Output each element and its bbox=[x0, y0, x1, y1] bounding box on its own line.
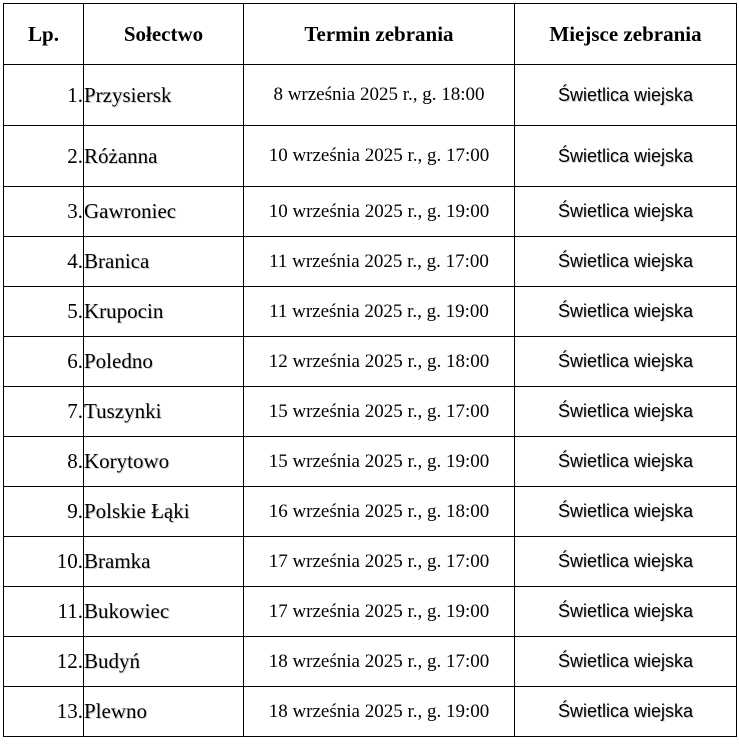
meeting-place: Świetlica wiejska bbox=[515, 437, 737, 487]
table-row bbox=[4, 65, 737, 126]
table-row bbox=[4, 337, 737, 387]
meeting-place: Świetlica wiejska bbox=[515, 687, 737, 737]
meeting-date: 15 września 2025 r., g. 19:00 bbox=[244, 437, 515, 487]
meeting-date: 8 września 2025 r., g. 18:00 bbox=[244, 65, 515, 126]
meeting-date: 17 września 2025 r., g. 19:00 bbox=[244, 587, 515, 637]
meeting-date: 11 września 2025 r., g. 17:00 bbox=[244, 237, 515, 287]
table-row bbox=[4, 687, 737, 737]
row-number: 4. bbox=[4, 237, 84, 287]
meeting-place: Świetlica wiejska bbox=[515, 487, 737, 537]
row-number: 6. bbox=[4, 337, 84, 387]
solectwo-name: Krupocin bbox=[84, 287, 244, 337]
table-row bbox=[4, 437, 737, 487]
solectwo-name: Polskie Łąki bbox=[84, 487, 244, 537]
table-row bbox=[4, 537, 737, 587]
solectwo-name: Branica bbox=[84, 237, 244, 287]
meeting-date: 15 września 2025 r., g. 17:00 bbox=[244, 387, 515, 437]
table-row bbox=[4, 126, 737, 187]
header-row bbox=[4, 4, 737, 65]
meeting-place: Świetlica wiejska bbox=[515, 237, 737, 287]
meeting-date: 10 września 2025 r., g. 17:00 bbox=[244, 126, 515, 187]
header-lp: Lp. bbox=[4, 4, 84, 65]
meeting-date: 17 września 2025 r., g. 17:00 bbox=[244, 537, 515, 587]
meeting-place: Świetlica wiejska bbox=[515, 537, 737, 587]
meeting-place: Świetlica wiejska bbox=[515, 287, 737, 337]
meeting-place: Świetlica wiejska bbox=[515, 587, 737, 637]
solectwo-name: Przysiersk bbox=[84, 65, 244, 126]
solectwo-name: Różanna bbox=[84, 126, 244, 187]
row-number: 5. bbox=[4, 287, 84, 337]
solectwo-name: Bramka bbox=[84, 537, 244, 587]
meeting-date: 12 września 2025 r., g. 18:00 bbox=[244, 337, 515, 387]
row-number: 1. bbox=[4, 65, 84, 126]
table-row bbox=[4, 387, 737, 437]
meeting-schedule-table bbox=[3, 3, 737, 737]
meeting-place: Świetlica wiejska bbox=[515, 337, 737, 387]
row-number: 10. bbox=[4, 537, 84, 587]
row-number: 11. bbox=[4, 587, 84, 637]
row-number: 9. bbox=[4, 487, 84, 537]
table-row bbox=[4, 637, 737, 687]
header-solectwo: Sołectwo bbox=[84, 4, 244, 65]
meeting-date: 16 września 2025 r., g. 18:00 bbox=[244, 487, 515, 537]
row-number: 12. bbox=[4, 637, 84, 687]
meeting-date: 10 września 2025 r., g. 19:00 bbox=[244, 187, 515, 237]
meeting-date: 11 września 2025 r., g. 19:00 bbox=[244, 287, 515, 337]
solectwo-name: Bukowiec bbox=[84, 587, 244, 637]
row-number: 8. bbox=[4, 437, 84, 487]
solectwo-name: Gawroniec bbox=[84, 187, 244, 237]
solectwo-name: Poledno bbox=[84, 337, 244, 387]
row-number: 3. bbox=[4, 187, 84, 237]
row-number: 2. bbox=[4, 126, 84, 187]
row-number: 13. bbox=[4, 687, 84, 737]
solectwo-name: Budyń bbox=[84, 637, 244, 687]
table-row bbox=[4, 487, 737, 537]
table-row bbox=[4, 587, 737, 637]
meeting-place: Świetlica wiejska bbox=[515, 126, 737, 187]
row-number: 7. bbox=[4, 387, 84, 437]
meeting-place: Świetlica wiejska bbox=[515, 637, 737, 687]
header-termin: Termin zebrania bbox=[244, 4, 515, 65]
meeting-place: Świetlica wiejska bbox=[515, 187, 737, 237]
table-row bbox=[4, 237, 737, 287]
solectwo-name: Tuszynki bbox=[84, 387, 244, 437]
solectwo-name: Korytowo bbox=[84, 437, 244, 487]
meeting-date: 18 września 2025 r., g. 17:00 bbox=[244, 637, 515, 687]
table-row bbox=[4, 287, 737, 337]
table-row bbox=[4, 187, 737, 237]
meeting-place: Świetlica wiejska bbox=[515, 387, 737, 437]
meeting-date: 18 września 2025 r., g. 19:00 bbox=[244, 687, 515, 737]
header-miejsce: Miejsce zebrania bbox=[515, 4, 737, 65]
meeting-place: Świetlica wiejska bbox=[515, 65, 737, 126]
solectwo-name: Plewno bbox=[84, 687, 244, 737]
